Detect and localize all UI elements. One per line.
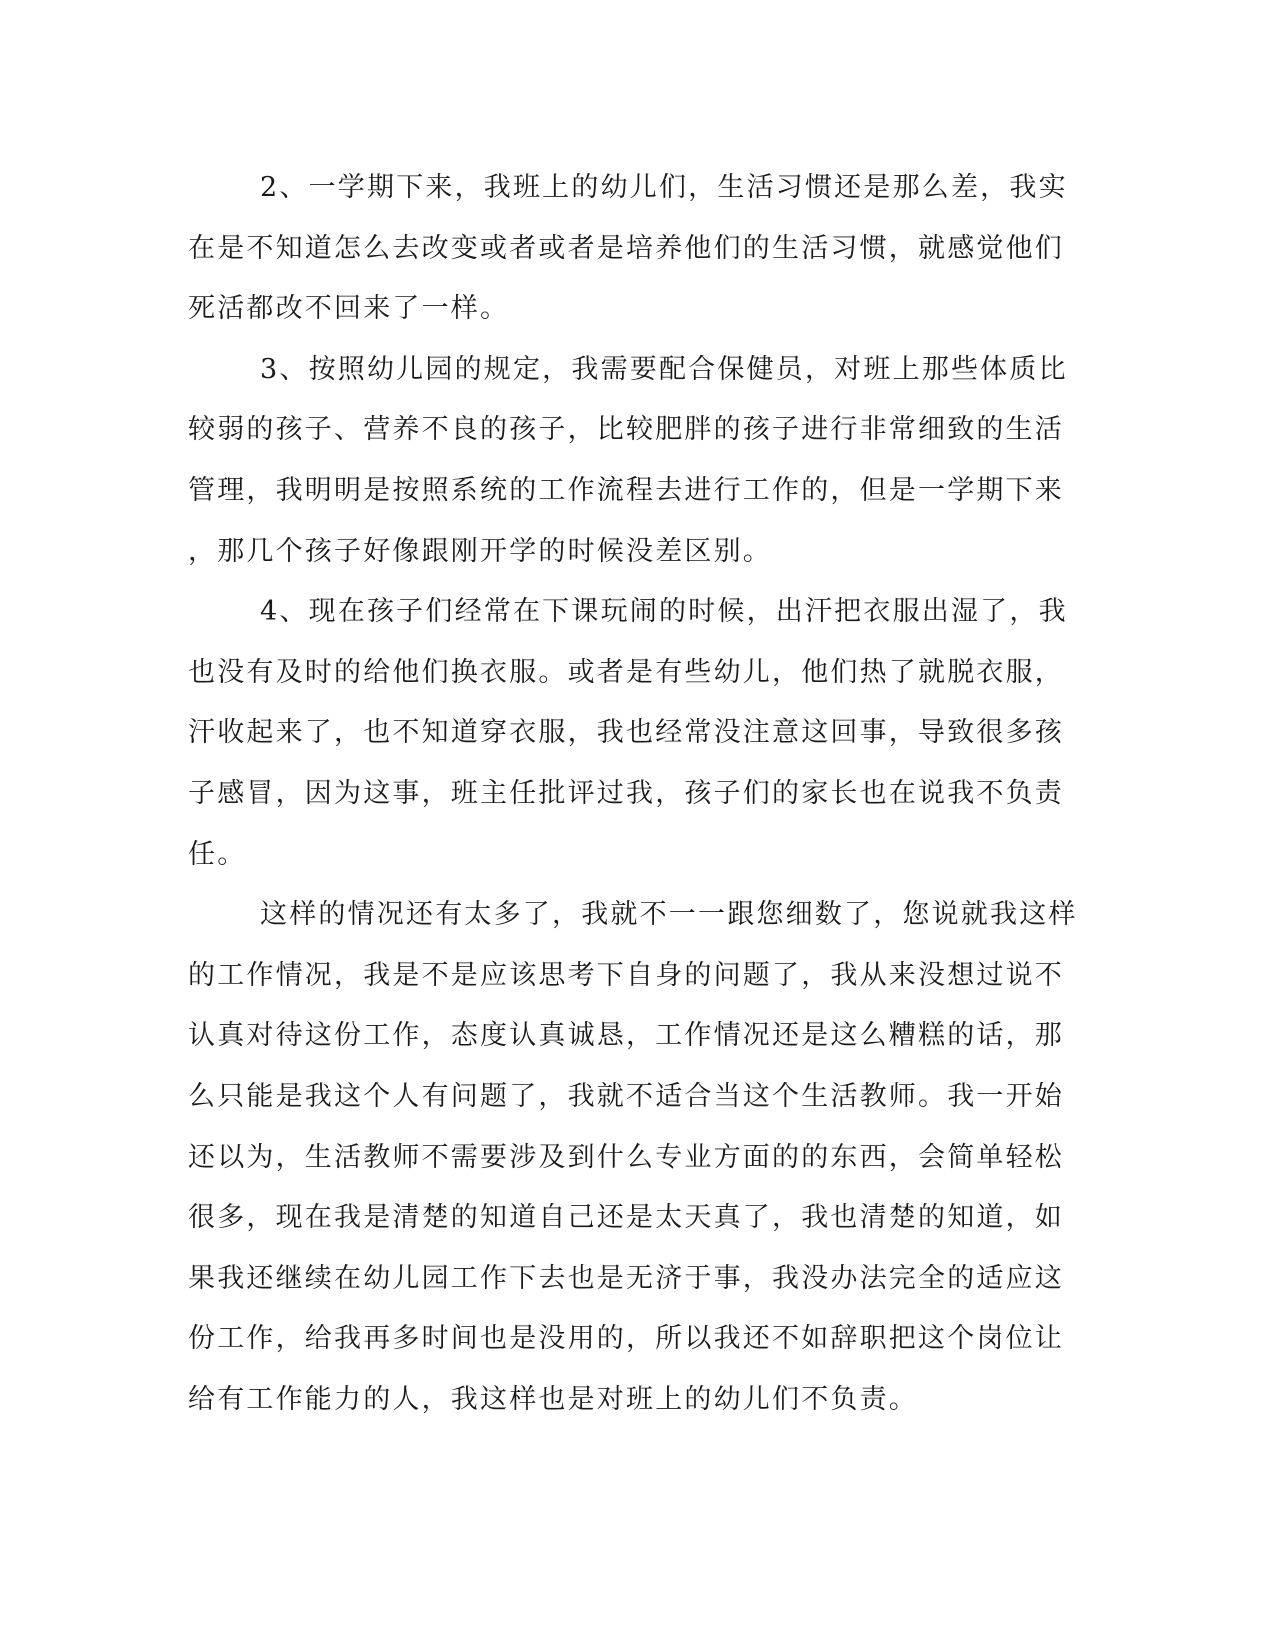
paragraph-3-line-2: 较弱的孩子、营养不良的孩子，比较肥胖的孩子进行非常细致的生活 bbox=[188, 414, 1064, 446]
paragraph-3-line-1: 3、按照幼儿园的规定，我需要配合保健员，对班上那些体质比 bbox=[260, 353, 1068, 385]
paragraph-3-line-3: 管理，我明明是按照系统的工作流程去进行工作的，但是一学期下来 bbox=[188, 474, 1064, 506]
paragraph-5-line-2: 的工作情况，我是不是应该思考下自身的问题了，我从来没想过说不 bbox=[188, 959, 1064, 991]
document-body bbox=[188, 158, 1078, 1430]
paragraph-4-line-3: 汗收起来了，也不知道穿衣服，我也经常没注意这回事，导致很多孩 bbox=[188, 717, 1064, 749]
paragraph-4-line-1: 4、现在孩子们经常在下课玩闹的时候，出汗把衣服出湿了，我 bbox=[260, 596, 1068, 628]
paragraph-4-line-5: 任。 bbox=[188, 838, 247, 870]
paragraph-5-line-1: 这样的情况还有太多了，我就不一一跟您细数了，您说就我这样 bbox=[260, 899, 1078, 931]
paragraph-5-line-4: 么只能是我这个人有问题了，我就不适合当这个生活教师。我一开始 bbox=[188, 1080, 1064, 1112]
paragraph-2-line-2: 在是不知道怎么去改变或者或者是培养他们的生活习惯，就感觉他们 bbox=[188, 232, 1064, 264]
paragraph-3-line-4: ，那几个孩子好像跟刚开学的时候没差区别。 bbox=[188, 535, 772, 567]
paragraph-5-line-5: 还以为，生活教师不需要涉及到什么专业方面的的东西，会简单轻松 bbox=[188, 1141, 1064, 1173]
paragraph-4-line-2: 也没有及时的给他们换衣服。或者是有些幼儿，他们热了就脱衣服， bbox=[188, 656, 1064, 688]
paragraph-5-line-8: 份工作，给我再多时间也是没用的，所以我还不如辞职把这个岗位让 bbox=[188, 1323, 1064, 1355]
paragraph-4-line-4: 子感冒，因为这事，班主任批评过我，孩子们的家长也在说我不负责 bbox=[188, 777, 1064, 809]
paragraph-2-line-3: 死活都改不回来了一样。 bbox=[188, 293, 510, 325]
paragraph-2-line-1: 2、一学期下来，我班上的幼儿们，生活习惯还是那么差，我实 bbox=[260, 172, 1068, 203]
paragraph-5-line-3: 认真对待这份工作，态度认真诚恳，工作情况还是这么糟糕的话，那 bbox=[188, 1020, 1064, 1052]
paragraph-5-line-7: 果我还继续在幼儿园工作下去也是无济于事，我没办法完全的适应这 bbox=[188, 1262, 1064, 1294]
paragraph-5-line-9: 给有工作能力的人，我这样也是对班上的幼儿们不负责。 bbox=[188, 1383, 918, 1415]
paragraph-5-line-6: 很多，现在我是清楚的知道自己还是太天真了，我也清楚的知道，如 bbox=[188, 1202, 1064, 1234]
